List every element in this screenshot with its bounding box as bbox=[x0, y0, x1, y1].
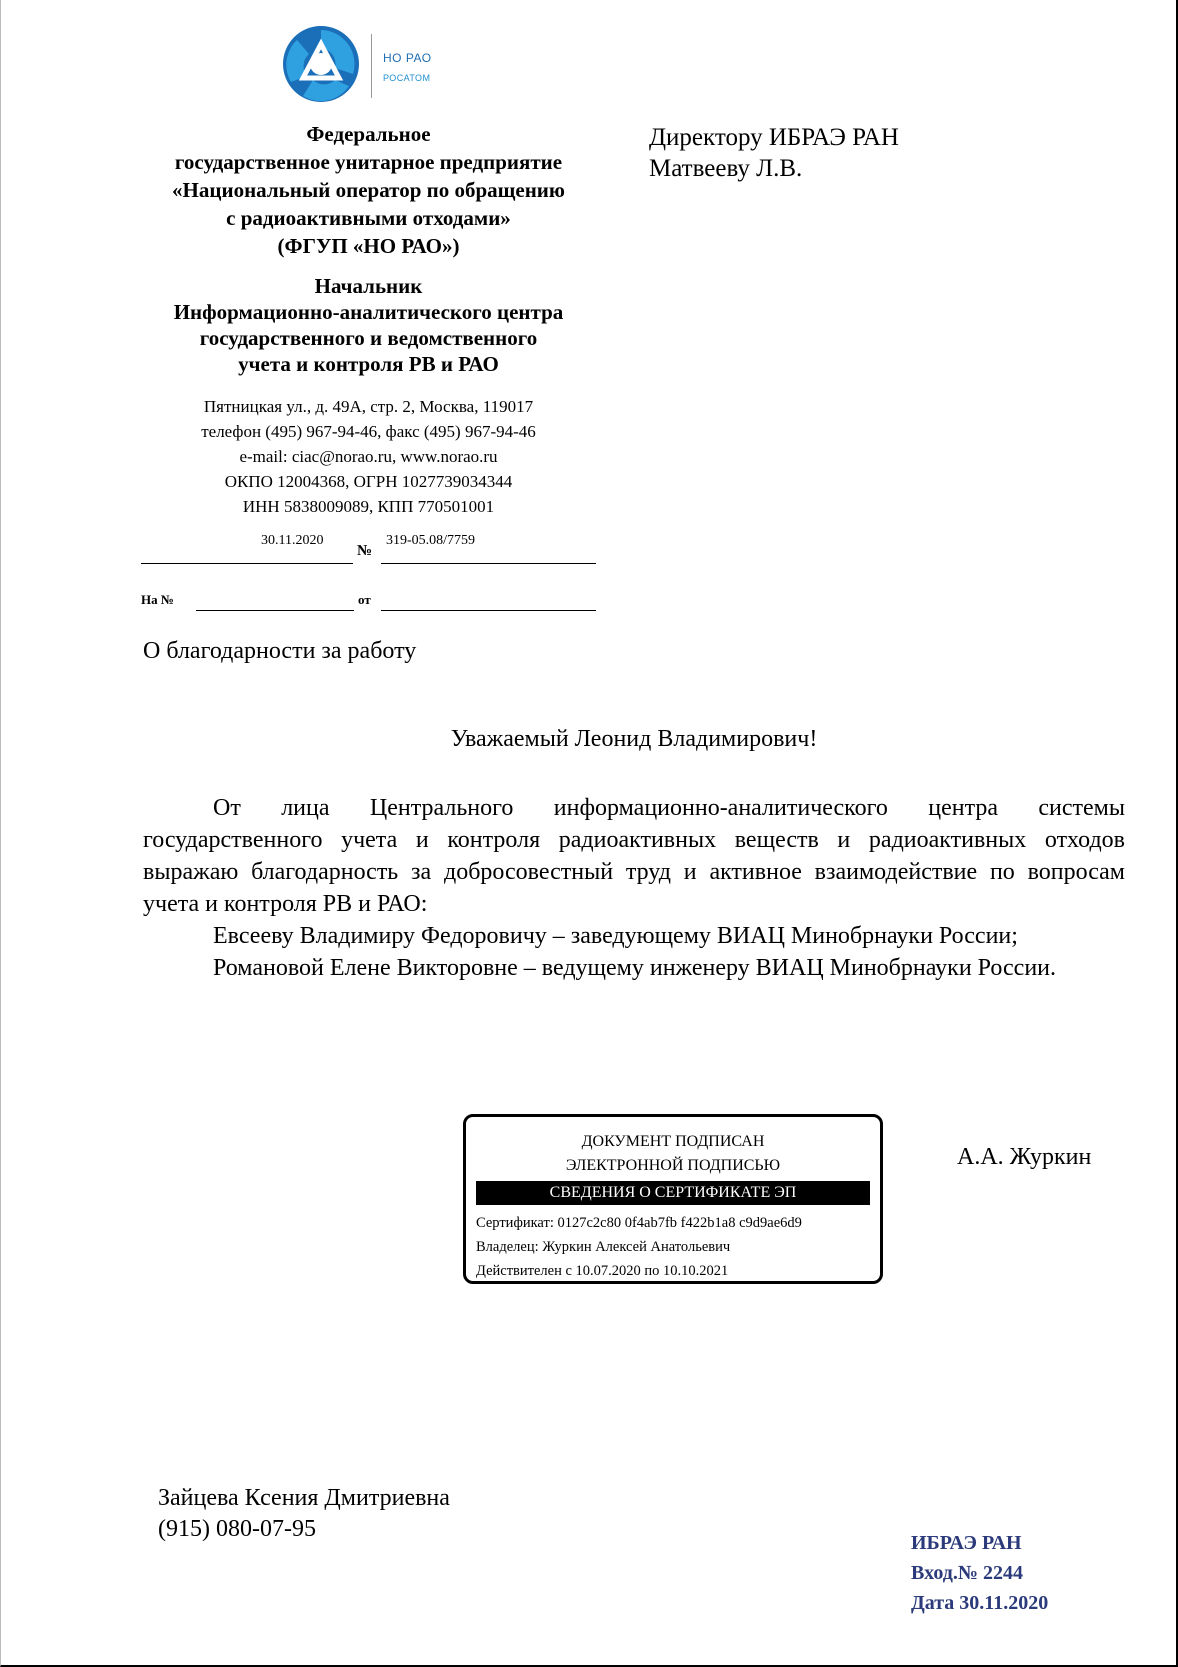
executor-name: Зайцева Ксения Дмитриевна bbox=[158, 1485, 450, 1511]
stamp-line: ДОКУМЕНТ ПОДПИСАН bbox=[581, 1133, 765, 1150]
requisites-line: Пятницкая ул., д. 49А, стр. 2, Москва, 119017 bbox=[203, 397, 534, 416]
org-line: с радиоактивными отходами» bbox=[226, 206, 511, 230]
incoming-org: ИБРАЭ РАН bbox=[911, 1532, 1022, 1554]
incoming-registration-stamp bbox=[911, 1528, 1048, 1618]
rosatom-logo-icon bbox=[279, 24, 459, 108]
logo-divider bbox=[371, 34, 372, 98]
addressee-line: Директору ИБРАЭ РАН bbox=[649, 124, 899, 151]
from-label: от bbox=[358, 592, 371, 607]
registration-date: 30.11.2020 bbox=[261, 533, 324, 548]
addressee bbox=[649, 122, 899, 184]
org-requisites bbox=[141, 394, 596, 519]
number-sign: № bbox=[357, 543, 373, 559]
underline bbox=[141, 563, 353, 564]
requisites-line: ИНН 5838009089, КПП 770501001 bbox=[242, 497, 495, 516]
electronic-signature-stamp bbox=[463, 1114, 883, 1284]
signer-name: А.А. Журкин bbox=[957, 1144, 1092, 1170]
executor-phone: (915) 080-07-95 bbox=[158, 1516, 316, 1542]
org-line: государственное унитарное предприятие bbox=[174, 150, 563, 174]
requisites-line: ОКПО 12004368, ОГРН 1027739034344 bbox=[224, 472, 513, 491]
logo-line1: НО РАО bbox=[383, 51, 432, 65]
stamp-line: ЭЛЕКТРОННОЙ ПОДПИСЬЮ bbox=[565, 1157, 781, 1174]
stamp-validity: Действителен с 10.07.2020 по 10.10.2021 bbox=[476, 1263, 729, 1279]
incoming-date: Дата 30.11.2020 bbox=[911, 1592, 1049, 1614]
underline bbox=[381, 563, 596, 564]
org-line: Федеральное bbox=[306, 122, 431, 146]
stamp-owner: Владелец: Журкин Алексей Анатольевич bbox=[476, 1239, 731, 1255]
stamp-header: СВЕДЕНИЯ О СЕРТИФИКАТЕ ЭП bbox=[476, 1181, 870, 1205]
position-line: государственного и ведомственного bbox=[199, 326, 538, 350]
reply-to-label: На № bbox=[141, 592, 174, 607]
underline bbox=[196, 610, 354, 611]
org-line: «Национальный оператор по обращению bbox=[172, 178, 565, 202]
org-line: (ФГУП «НО РАО») bbox=[277, 234, 460, 258]
incoming-number: Вход.№ 2244 bbox=[911, 1562, 1023, 1584]
body-paragraph: От лица Центрального информационно-аналитического центра системы государственного учета и контроля радиоактивных веществ и радиоактивных отходов выражаю благодарность за добросовестный труд и активное взаимодействие по вопросам учета и контроля РВ и РАО: bbox=[143, 795, 1125, 917]
executor bbox=[158, 1483, 450, 1545]
registration-line bbox=[141, 533, 596, 573]
sender-position bbox=[141, 273, 596, 377]
letter-body bbox=[143, 792, 1125, 984]
letter-subject: О благодарности за работу bbox=[143, 638, 417, 664]
position-line: учета и контроля РВ и РАО bbox=[238, 352, 499, 376]
requisites-line: e-mail: ciac@norao.ru, www.norao.ru bbox=[239, 447, 498, 466]
greeting: Уважаемый Леонид Владимирович! bbox=[450, 726, 818, 752]
body-paragraph: Евсееву Владимиру Федоровичу – заведующему ВИАЦ Минобрнауки России; bbox=[213, 923, 1018, 949]
logo-text bbox=[383, 48, 432, 88]
reply-to-line bbox=[141, 588, 596, 618]
stamp-certificate: Сертификат: 0127c2c80 0f4ab7fb f422b1a8 c9d9ae6d9 bbox=[476, 1215, 802, 1231]
requisites-line: телефон (495) 967-94-46, факс (495) 967-94-46 bbox=[201, 422, 536, 441]
addressee-line: Матвееву Л.В. bbox=[649, 155, 803, 182]
registration-number: 319-05.08/7759 bbox=[386, 533, 476, 548]
organization-name bbox=[141, 120, 596, 260]
logo-line2: РОСАТОМ bbox=[383, 73, 431, 83]
body-paragraph: Романовой Елене Викторовне – ведущему инженеру ВИАЦ Минобрнауки России. bbox=[213, 955, 1057, 981]
underline bbox=[381, 610, 596, 611]
position-line: Начальник bbox=[314, 274, 423, 298]
position-line: Информационно-аналитического центра bbox=[173, 300, 564, 324]
